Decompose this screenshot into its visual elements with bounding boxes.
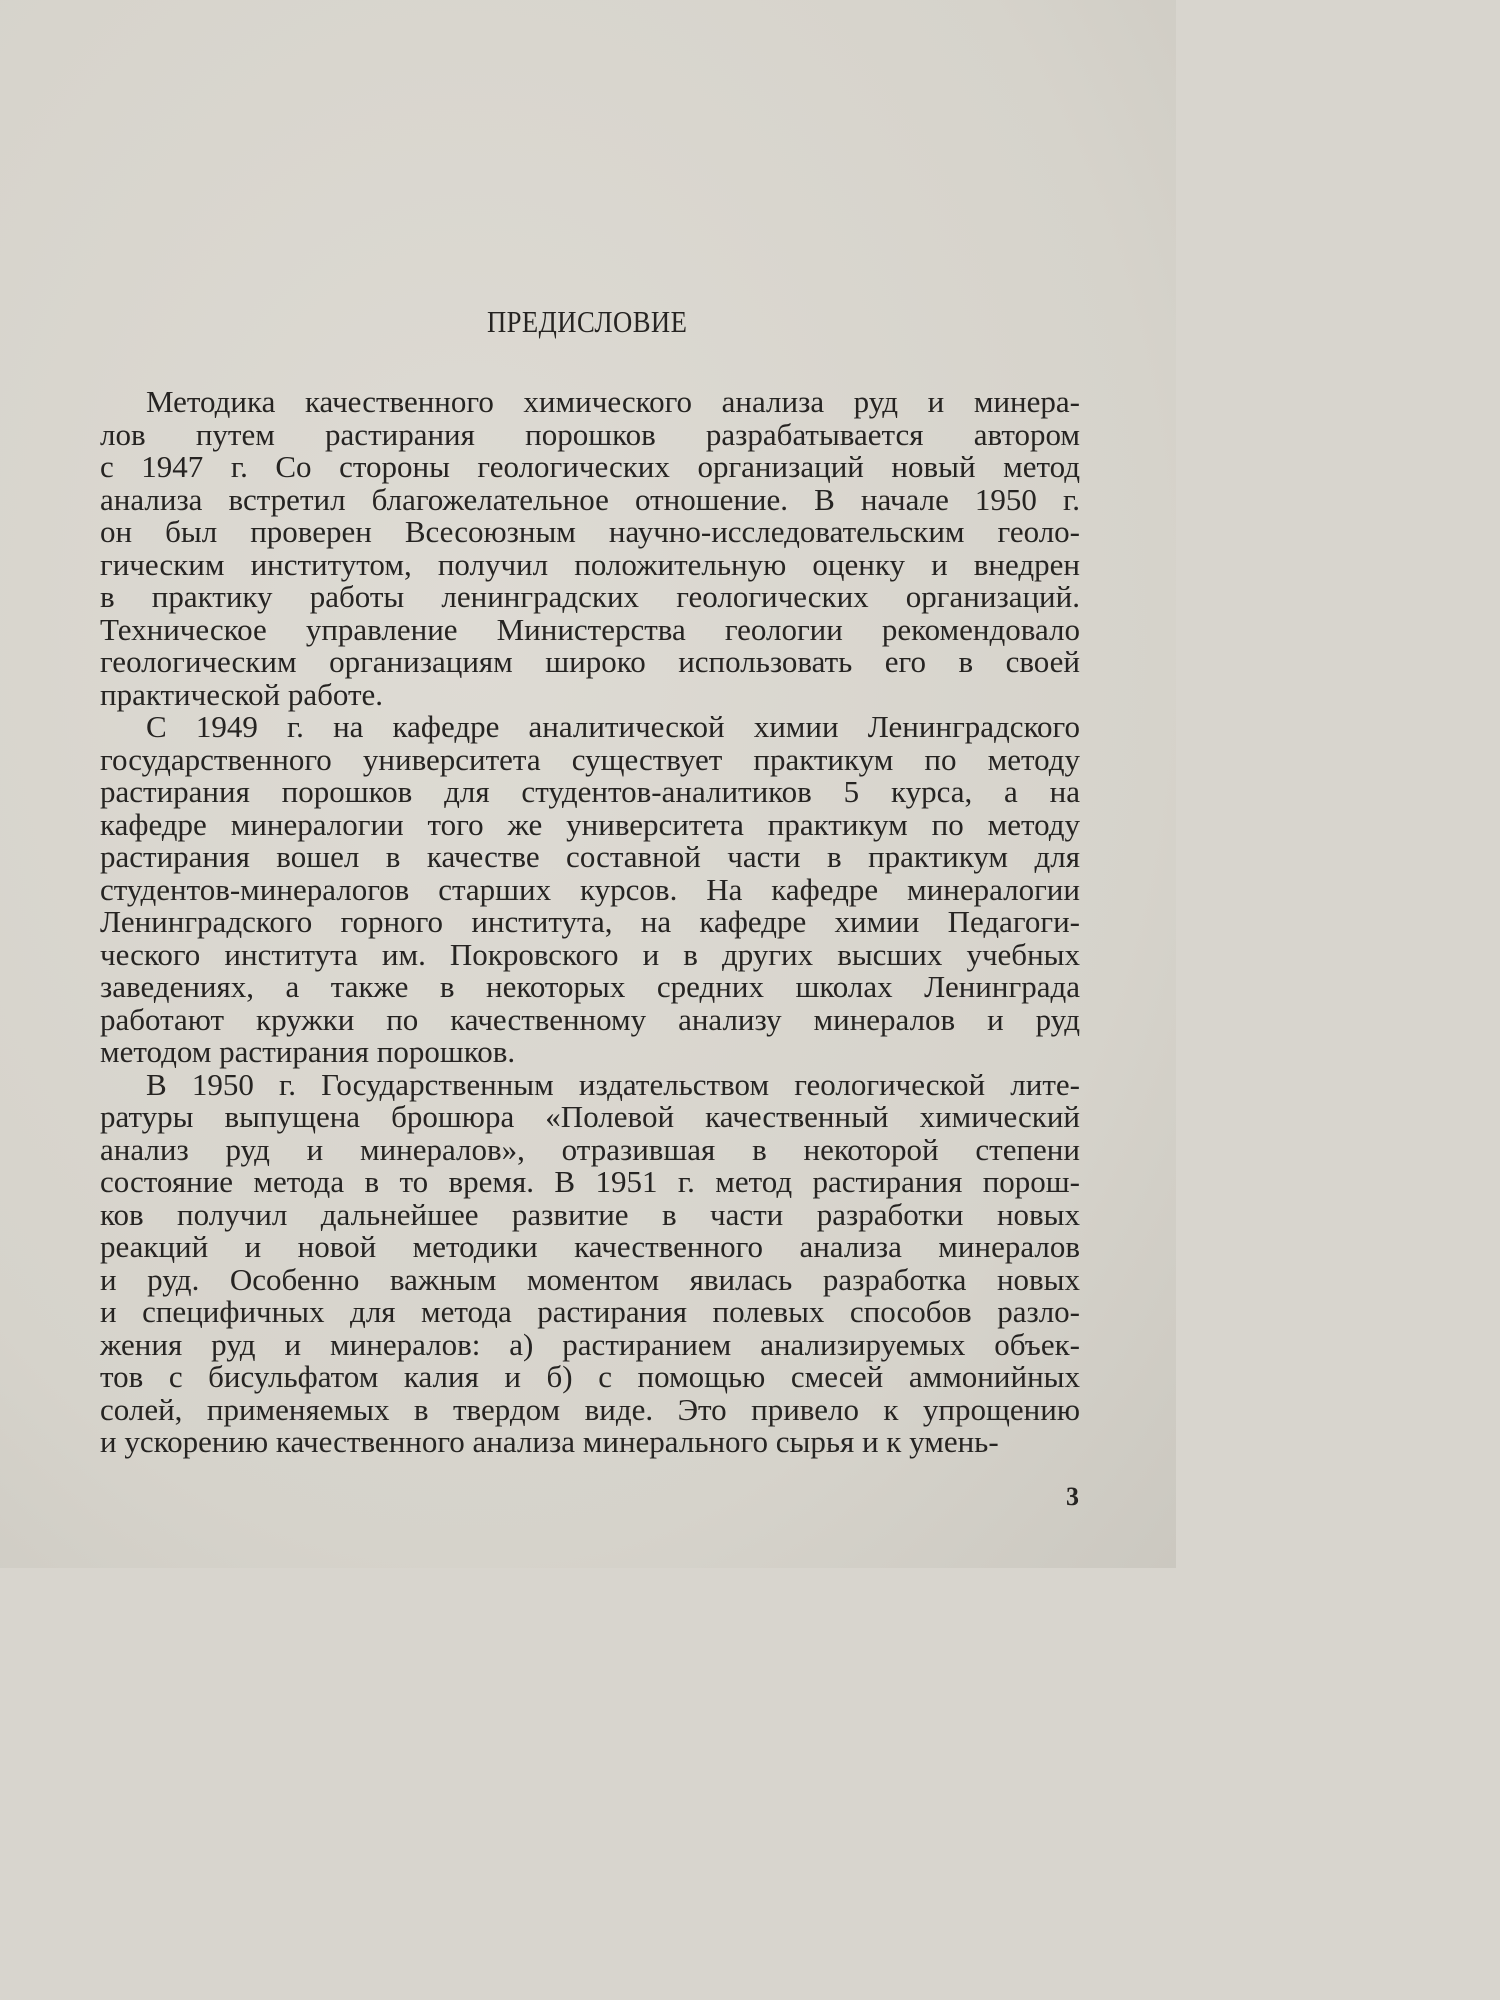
text-line: жения руд и минералов: а) растиранием анализируемых объек-	[100, 1326, 1080, 1362]
paragraph	[100, 1066, 1080, 1459]
text-line: ческого института им. Покровского и в других высших учебных	[100, 936, 1080, 972]
text-line: состояние метода в то время. В 1951 г. метод растирания порош-	[100, 1164, 1080, 1199]
text-line: С 1949 г. на кафедре аналитической химии Ленинградского	[146, 709, 1080, 744]
text-line: анализ руд и минералов», отразившая в некоторой степени	[100, 1131, 1080, 1167]
text-line: заведениях, а также в некоторых средних школах Ленинграда	[100, 969, 1080, 1004]
text-line: Методика качественного химического анализа руд и минера-	[146, 384, 1080, 419]
text-line: растирания порошков для студентов-аналитиков 5 курса, а на	[100, 774, 1080, 809]
text-line: тов с бисульфатом калия и б) с помощью смесей аммонийных	[100, 1359, 1080, 1394]
page-number: 3	[1066, 1482, 1079, 1511]
text-line: он был проверен Всесоюзным научно-исследовательским геоло-	[100, 514, 1080, 549]
text-line: В 1950 г. Государственным издательством геологической лите-	[146, 1066, 1080, 1102]
page-body	[100, 386, 1080, 1459]
paragraph	[100, 386, 1080, 711]
text-line: работают кружки по качественному анализу минералов и руд	[100, 1001, 1080, 1037]
text-line: и ускорению качественного анализа минерального сырья и к умень-	[100, 1424, 999, 1459]
text-line: Ленинградского горного института, на кафедре химии Педагоги-	[100, 904, 1080, 939]
page-title: ПРЕДИСЛОВИЕ	[486, 304, 688, 339]
text-line: солей, применяемых в твердом виде. Это привело к упрощению	[100, 1391, 1080, 1427]
text-line: кафедре минералогии того же университета практикум по методу	[100, 806, 1080, 842]
text-line: геологическим организациям широко использовать его в своей	[100, 644, 1080, 679]
text-line: в практику работы ленинградских геологических организаций.	[100, 579, 1080, 614]
text-line: лов путем растирания порошков разрабатывается автором	[100, 416, 1080, 452]
text-line: ков получил дальнейшее развитие в части разработки новых	[100, 1196, 1080, 1232]
text-line: государственного университета существует практикум по методу	[100, 741, 1080, 777]
text-line: практической работе.	[100, 676, 384, 712]
text-line: методом растирания порошков.	[100, 1034, 516, 1069]
text-line: растирания вошел в качестве составной части в практикум для	[100, 839, 1080, 874]
text-line: гическим институтом, получил положительную оценку и внедрен	[100, 546, 1080, 582]
text-line: анализа встретил благожелательное отношение. В начале 1950 г.	[100, 481, 1080, 517]
text-line: ратуры выпущена брошюра «Полевой качественный химический	[100, 1099, 1080, 1134]
text-line: Техническое управление Министерства геологии рекомендовало	[100, 611, 1080, 647]
text-line: с 1947 г. Со стороны геологических организаций новый метод	[100, 449, 1080, 484]
text-line: реакций и новой методики качественного анализа минералов	[100, 1229, 1080, 1264]
text-line: и специфичных для метода растирания полевых способов разло-	[100, 1294, 1080, 1329]
paragraph	[100, 711, 1080, 1069]
text-line: студентов-минералогов старших курсов. На кафедре минералогии	[100, 871, 1080, 907]
text-line: и руд. Особенно важным моментом явилась разработка новых	[100, 1261, 1080, 1297]
